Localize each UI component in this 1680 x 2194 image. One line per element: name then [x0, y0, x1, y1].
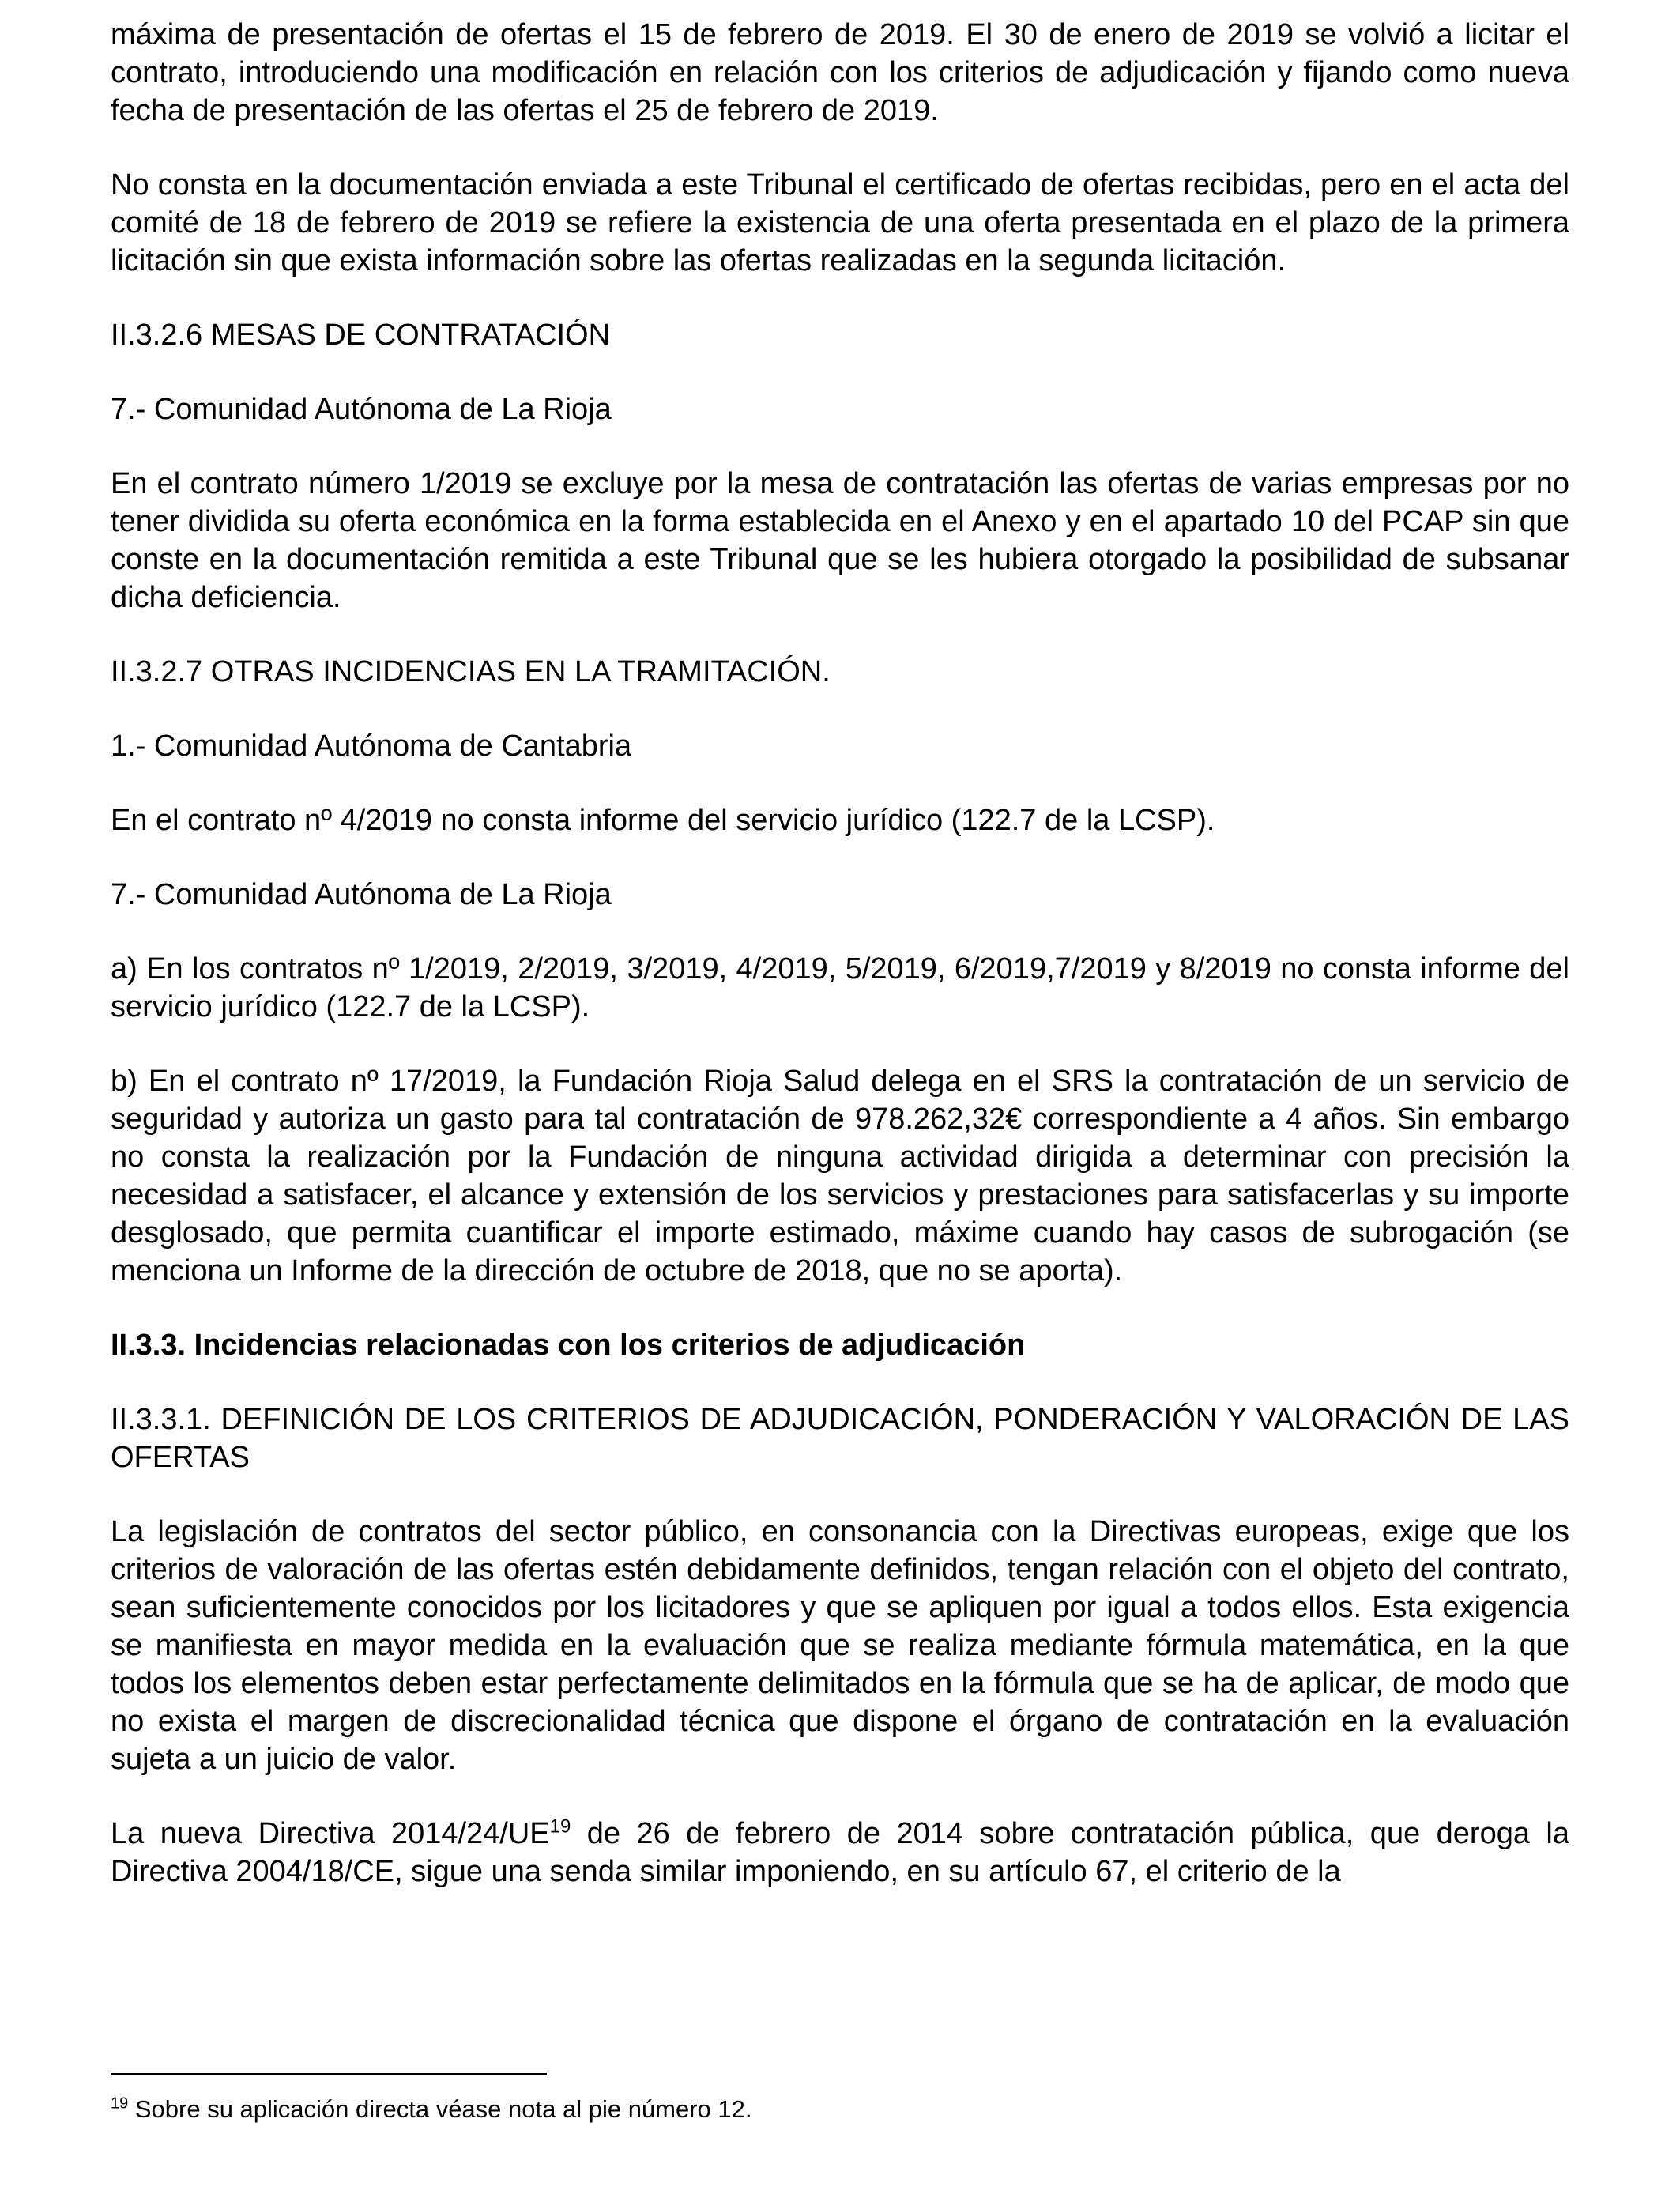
footnote-number: 19 [111, 2094, 129, 2113]
footnote [111, 2094, 1569, 2124]
footnote-separator [111, 2073, 547, 2075]
paragraph-item-a: a) En los contratos nº 1/2019, 2/2019, 3/2019, 4/2019, 5/2019, 6/2019,7/2019 y 8/2019 no consta informe del servicio jurídico (122.7 de la LCSP). [111, 952, 1569, 1023]
section-heading-otras-incidencias: II.3.2.7 OTRAS INCIDENCIAS EN LA TRAMITACIÓN. [111, 655, 831, 688]
section-heading-mesas: II.3.2.6 MESAS DE CONTRATACIÓN [111, 319, 611, 352]
paragraph-certificado-ofertas: No consta en la documentación enviada a este Tribunal el certificado de ofertas recibidas, pero en el acta del comité de 18 de febrero de 2019 se refiere la existencia de una oferta presentada en el plazo de la primera licitación sin que exista información sobre las ofertas realizadas en la segunda licitación. [111, 168, 1569, 277]
footnote-reference[interactable]: 19 [549, 1815, 571, 1838]
subheading-la-rioja: 7.- Comunidad Autónoma de La Rioja [111, 393, 612, 426]
paragraph-directiva [111, 1815, 1569, 1891]
page-body [111, 16, 1569, 1927]
subheading-cantabria: 1.- Comunidad Autónoma de Cantabria [111, 729, 632, 763]
directiva-text-start: La nueva Directiva 2014/24/UE [111, 1817, 550, 1850]
directiva-text-end: de 26 de febrero de 2014 sobre contratación pública, que deroga la Directiva 2004/18/CE, sigue una senda similar imponiendo, en su artículo 67, el criterio de la [111, 1817, 1569, 1888]
section-heading-definicion: II.3.3.1. DEFINICIÓN DE LOS CRITERIOS DE ADJUDICACIÓN, PONDERACIÓN Y VALORACIÓN DE LAS OFERTAS [111, 1403, 1569, 1474]
section-heading-criterios: II.3.3. Incidencias relacionadas con los criterios de adjudicación [111, 1329, 1026, 1362]
subheading-la-rioja-2: 7.- Comunidad Autónoma de La Rioja [111, 878, 612, 911]
paragraph-legislacion: La legislación de contratos del sector público, en consonancia con la Directivas europeas, exige que los criterios de valoración de las ofertas estén debidamente definidos, tengan relación con el objeto del contrato, sean suficientemente conocidos por los licitadores y que se apliquen por igual a todos ellos. Esta exigencia se manifiesta en mayor medida en la evaluación que se realiza mediante fórmula matemática, en la que todos los elementos deben estar perfectamente delimitados en la fórmula que se ha de aplicar, de modo que no exista el margen de discrecionalidad técnica que dispone el órgano de contratación en la evaluación sujeta a un juicio de valor. [111, 1515, 1569, 1776]
paragraph-ofertas-fecha: máxima de presentación de ofertas el 15 de febrero de 2019. El 30 de enero de 2019 se volvió a licitar el contrato, introduciendo una modificación en relación con los criterios de adjudicación y fijando como nueva fecha de presentación de las ofertas el 25 de febrero de 2019. [111, 18, 1569, 127]
paragraph-item-b: b) En el contrato nº 17/2019, la Fundación Rioja Salud delega en el SRS la contratación de un servicio de seguridad y autoriza un gasto para tal contratación de 978.262,32€ correspondiente a 4 años. Sin embargo no consta la realización por la Fundación de ninguna actividad dirigida a determinar con precisión la necesidad a satisfacer, el alcance y extensión de los servicios y prestaciones para satisfacerlas y su importe desglosado, que permita cuantificar el importe estimado, máxime cuando hay casos de subrogación (se menciona un Informe de la dirección de octubre de 2018, que no se aporta). [111, 1065, 1569, 1287]
paragraph-contrato-4-2019: En el contrato nº 4/2019 no consta informe del servicio jurídico (122.7 de la LCSP). [111, 804, 1215, 837]
paragraph-contrato-1-2019: En el contrato número 1/2019 se excluye por la mesa de contratación las ofertas de varias empresas por no tener dividida su oferta económica en la forma establecida en el Anexo y en el apartado 10 del PCAP sin que conste en la documentación remitida a este Tribunal que se les hubiera otorgado la posibilidad de subsanar dicha deficiencia. [111, 467, 1569, 614]
footnote-text: Sobre su aplicación directa véase nota al pie número 12. [128, 2095, 752, 2123]
